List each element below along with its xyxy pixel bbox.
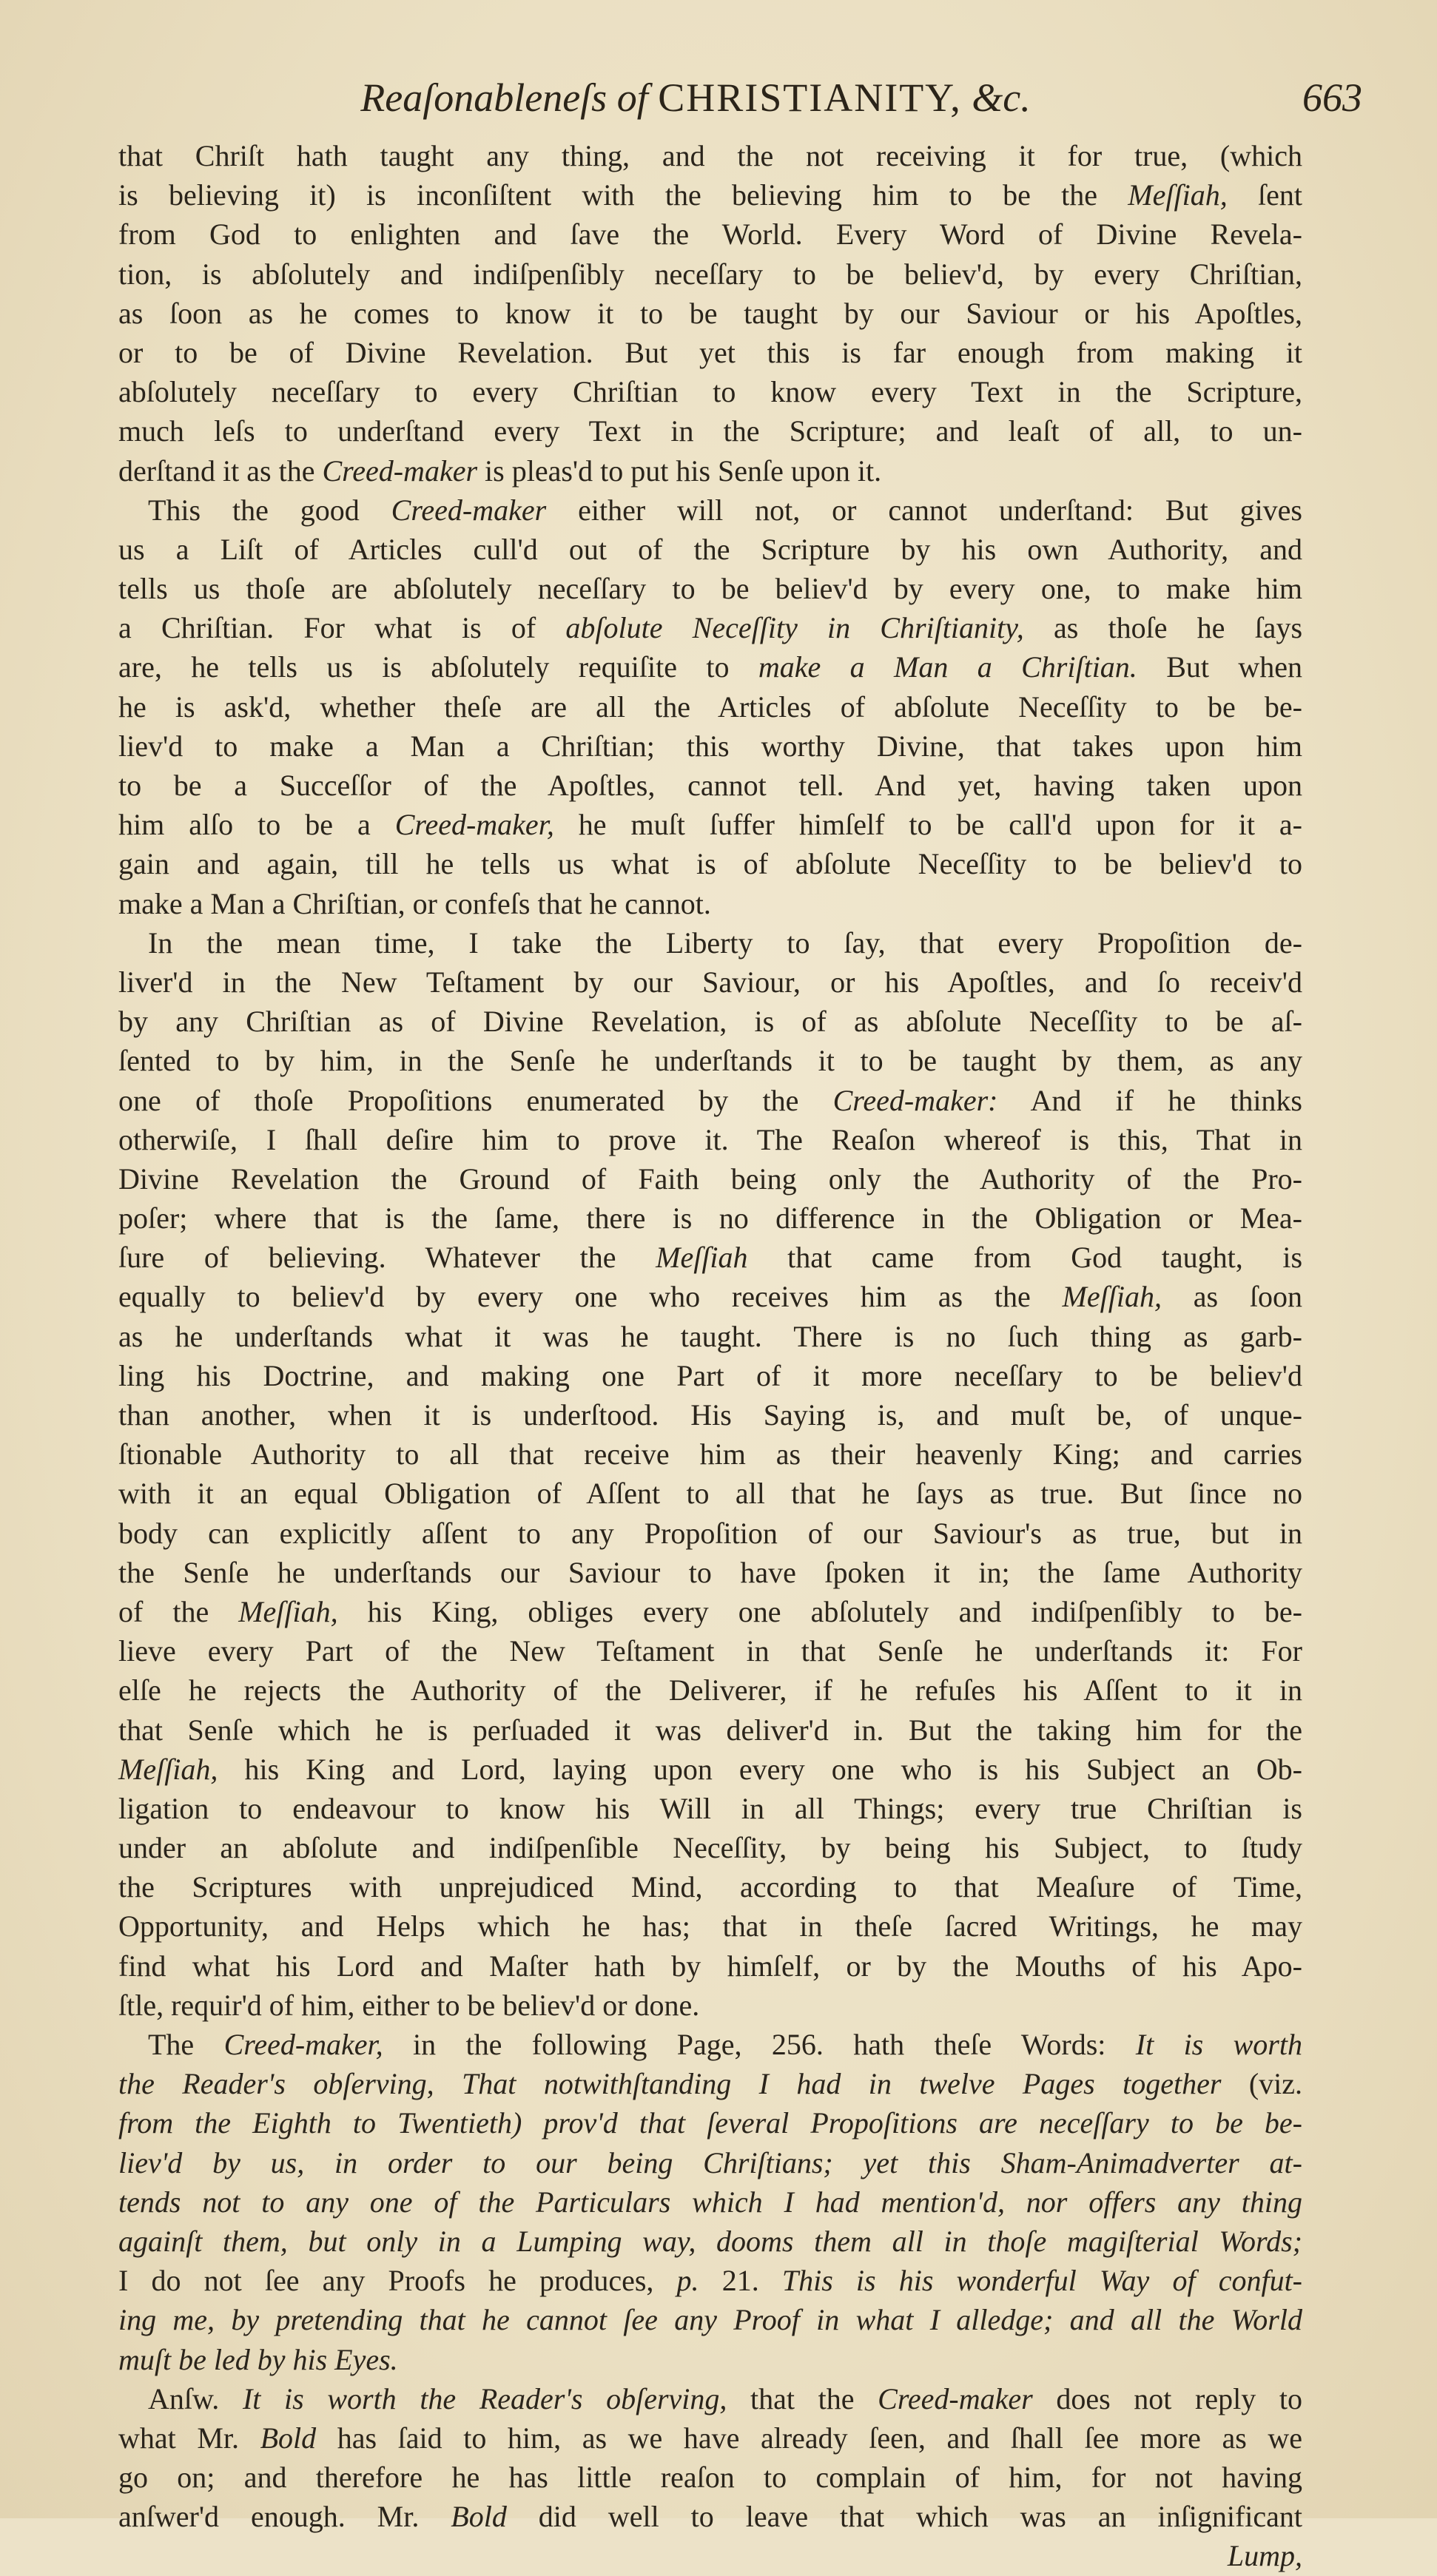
text-line: Meſſiah, his King and Lord, laying upon every one who is his Subject an Ob- [118, 1752, 1302, 1786]
text-line: muſt be led by his Eyes. [118, 2342, 398, 2376]
title-italic: Reaſonableneſs of [360, 75, 648, 120]
text-line: to be a Succeſſor of the Apoſtles, cannot tell. And yet, having taken upon [118, 769, 1302, 802]
title-etc: &c. [972, 75, 1031, 120]
text-line: anſwer'd enough. Mr. Bold did well to leave that which was an inſignificant [118, 2500, 1302, 2534]
text-line: Opportunity, and Helps which he has; that in theſe ſacred Writings, he may [118, 1909, 1302, 1943]
text-line: is believing it) is inconſiſtent with the believing him to be the Meſſiah, ſent [118, 178, 1302, 212]
text-line: him alſo to be a Creed-maker, he muſt ſuffer himſelf to be call'd upon for it a- [118, 808, 1303, 842]
text-line: of the Meſſiah, his King, obliges every one abſolutely and indiſpenſibly to be- [118, 1594, 1302, 1628]
text-line: go on; and therefore he has little reaſon to complain of him, for not having [118, 2461, 1302, 2495]
text-line: liev'd by us, in order to our being Chriſtians; yet this Sham-Animadverter at- [118, 2145, 1302, 2179]
text-line: ing me, by pretending that he cannot ſee any Proof in what I alledge; and all the World [118, 2303, 1302, 2337]
text-line: equally to believ'd by every one who receives him as the Meſſiah, as ſoon [118, 1280, 1303, 1314]
text-line: from the Eighth to Twentieth) prov'd that ſeveral Propoſitions are neceſſary to be be- [118, 2106, 1302, 2140]
running-title [326, 68, 1066, 127]
text-line: Anſw. It is worth the Reader's obſerving, that the Creed-maker does not reply to [148, 2381, 1302, 2415]
text-line: us a Liſt of Articles cull'd out of the Scripture by his own Authority, and [118, 532, 1302, 566]
text-line: by any Chriſtian as of Divine Revelation, is of as abſolute Neceſſity to be aſ- [118, 1005, 1302, 1039]
text-line: he is ask'd, whether theſe are all the Articles of abſolute Neceſſity to be be- [118, 689, 1302, 724]
text-line: as he underſtands what it was he taught. There is no ſuch thing as garb- [118, 1319, 1302, 1353]
text-line: the Scriptures with unprejudiced Mind, according to that Meaſure of Time, [118, 1870, 1302, 1904]
text-line: with it an equal Obligation of Aſſent to all that he ſays as true. But ſince no [118, 1477, 1302, 1511]
text-line: ſtionable Authority to all that receive him as their heavenly King; and carries [118, 1437, 1302, 1471]
text-line: that Chriſt hath taught any thing, and the not receiving it for true, (which [118, 139, 1302, 172]
text-line: or to be of Divine Revelation. But yet this is far enough from making it [118, 335, 1302, 369]
page-number: 663 [1302, 75, 1362, 120]
title-caps: CHRISTIANITY, [658, 75, 962, 120]
text-line: ſtle, requir'd of him, either to be believ'd or done. [118, 1988, 700, 2022]
text-line: The Creed-maker, in the following Page, 256. hath theſe Words: It is worth [148, 2028, 1302, 2061]
text-line: one of thoſe Propoſitions enumerated by the Creed-maker: And if he thinks [118, 1083, 1302, 1117]
text-line: Lump, [1227, 2539, 1302, 2573]
text-line: ling his Doctrine, and making one Part of it more neceſſary to be believ'd [118, 1358, 1302, 1392]
text-line: liver'd in the New Teſtament by our Saviour, or his Apoſtles, and ſo receiv'd [118, 965, 1302, 999]
text-line: what Mr. Bold has ſaid to him, as we have already ſeen, and ſhall ſee more as we [118, 2421, 1302, 2455]
text-line: againſt them, but only in a Lumping way, dooms them all in thoſe magiſterial Words; [118, 2224, 1302, 2258]
text-line: than another, when it is underſtood. His Saying is, and muſt be, of unque- [118, 1398, 1302, 1432]
body-text [118, 136, 1302, 2576]
text-line: gain and again, till he tells us what is of abſolute Neceſſity to be believ'd to [118, 847, 1302, 881]
text-line: Divine Revelation the Ground of Faith being only the Authority of the Pro- [118, 1161, 1302, 1196]
text-line: under an abſolute and indiſpenſible Neceſſity, by being his Subject, to ſtudy [118, 1831, 1302, 1865]
text-line: body can explicitly aſſent to any Propoſition of our Saviour's as true, but in [118, 1516, 1302, 1550]
text-line: as ſoon as he comes to know it to be taught by our Saviour or his Apoſtles, [118, 296, 1302, 330]
text-line: This the good Creed-maker either will not, or cannot underſtand: But gives [148, 493, 1303, 527]
text-line: are, he tells us is abſolutely requiſite to make a Man a Chriſtian. But when [118, 650, 1303, 684]
text-line: lieve every Part of the New Teſtament in that Senſe he underſtands it: For [118, 1634, 1302, 1668]
text-line: derſtand it as the Creed-maker is pleas'd to put his Senſe upon it. [118, 454, 882, 488]
text-line: tion, is abſolutely and indiſpenſibly neceſſary to be believ'd, by every Chriſtian, [118, 257, 1302, 291]
text-line: otherwiſe, I ſhall deſire him to prove it. The Reaſon whereof is this, That in [118, 1122, 1302, 1156]
text-line: the Senſe he underſtands our Saviour to have ſpoken it in; the ſame Authority [118, 1555, 1302, 1589]
text-line: the Reader's obſerving, That notwithſtanding I had in twelve Pages together (viz. [118, 2067, 1302, 2101]
text-line: tells us thoſe are abſolutely neceſſary to be believ'd by every one, to make him [118, 572, 1302, 606]
running-header [0, 68, 1437, 127]
text-line: ſented to by him, in the Senſe he underſtands it to be taught by them, as any [118, 1044, 1302, 1078]
text-line: In the mean time, I take the Liberty to ſay, that every Propoſition de- [148, 925, 1302, 960]
text-line: abſolutely neceſſary to every Chriſtian to know every Text in the Scripture, [118, 375, 1302, 409]
text-line: elſe he rejects the Authority of the Deliverer, if he refuſes his Aſſent to it in [118, 1673, 1302, 1707]
text-line: from God to enlighten and ſave the World. Every Word of Divine Revela- [118, 218, 1302, 252]
text-line: a Chriſtian. For what is of abſolute Neceſſity in Chriſtianity, as thoſe he ſays [118, 611, 1303, 645]
text-line: ligation to endeavour to know his Will in all Things; every true Chriſtian is [118, 1791, 1302, 1825]
text-line: that Senſe which he is perſuaded it was deliver'd in. But the taking him for the [118, 1713, 1302, 1747]
text-line: liev'd to make a Man a Chriſtian; this worthy Divine, that takes upon him [118, 729, 1302, 763]
text-line: poſer; where that is the ſame, there is no difference in the Obligation or Mea- [118, 1201, 1302, 1235]
text-line: tends not to any one of the Particulars which I had mention'd, nor offers any thing [118, 2185, 1302, 2219]
text-line: make a Man a Chriſtian, or confeſs that he cannot. [118, 886, 711, 920]
text-line: I do not ſee any Proofs he produces, p. 21. This is his wonderful Way of confut- [118, 2264, 1302, 2298]
text-line: much leſs to underſtand every Text in the Scripture; and leaſt of all, to un- [118, 414, 1302, 448]
text-line: find what his Lord and Maſter hath by himſelf, or by the Mouths of his Apo- [118, 1949, 1302, 1983]
text-line: ſure of believing. Whatever the Meſſiah that came from God taught, is [118, 1241, 1303, 1275]
